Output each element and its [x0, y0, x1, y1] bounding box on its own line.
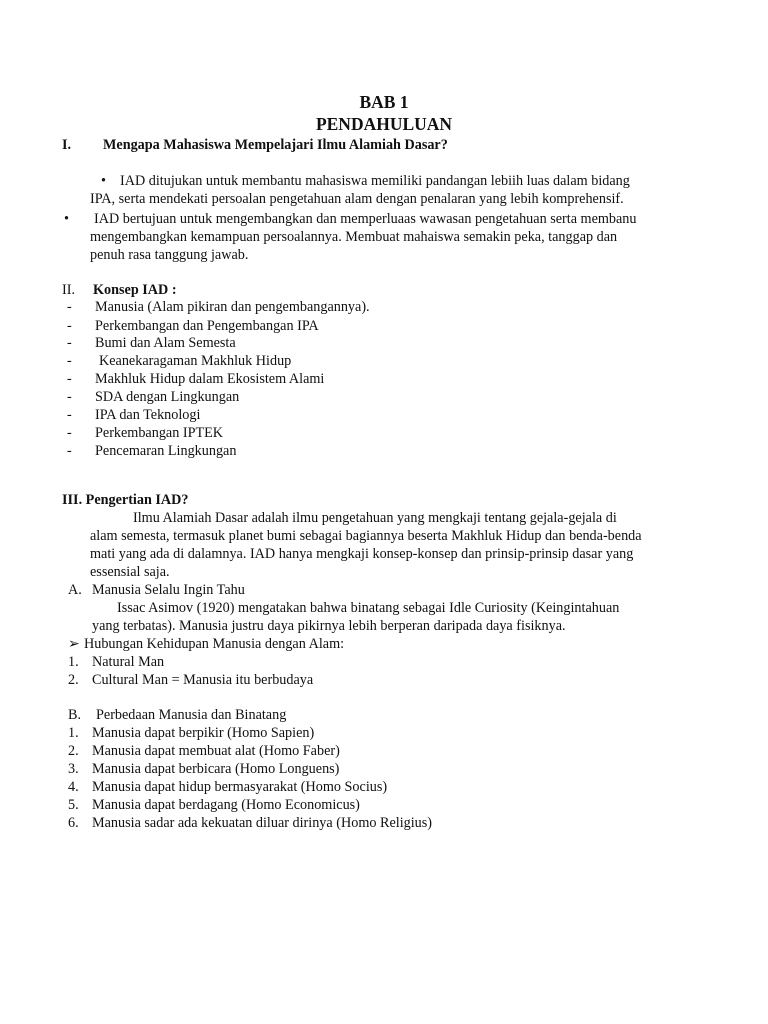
list-dash: -: [67, 335, 72, 351]
section-3-para-line-3: mati yang ada di dalamnya. IAD hanya mengkaji konsep-konsep dan prinsip-prinsip dasar yang: [90, 546, 634, 562]
numbered-item-number: 3.: [68, 761, 79, 777]
numbered-item-number: 5.: [68, 797, 79, 813]
numbered-item-text: Manusia dapat berdagang (Homo Economicus): [92, 797, 360, 813]
list-item: Perkembangan IPTEK: [95, 425, 224, 441]
bullet-2-marker: •: [64, 211, 69, 227]
numbered-item-text: Natural Man: [92, 654, 165, 670]
subsection-b-title: Perbedaan Manusia dan Binatang: [96, 707, 287, 723]
numbered-item-text: Manusia sadar ada kekuatan diluar dirinya (Homo Religius): [92, 815, 433, 831]
list-dash: -: [67, 407, 72, 423]
numbered-item-number: 1.: [68, 725, 79, 741]
list-dash: -: [67, 443, 72, 459]
list-item: Perkembangan dan Pengembangan IPA: [95, 318, 319, 334]
subsection-b-letter: B.: [68, 707, 82, 723]
bullet-2-line-3: penuh rasa tanggung jawab.: [90, 247, 249, 263]
numbered-item-number: 1.: [68, 654, 79, 670]
section-3-title: III. Pengertian IAD?: [62, 492, 189, 508]
numbered-item-text: Manusia dapat hidup bermasyarakat (Homo Socius): [92, 779, 388, 795]
list-item: SDA dengan Lingkungan: [95, 389, 240, 405]
numbered-item-number: 2.: [68, 743, 79, 759]
bullet-1-line-1: IAD ditujukan untuk membantu mahasiswa memiliki pandangan lebiih luas dalam bidang: [120, 173, 630, 189]
subsection-a-para-line-2: yang terbatas). Manusia justru daya pikirnya lebih berperan daripada daya fisiknya.: [92, 618, 566, 634]
chapter-number: BAB 1: [359, 92, 409, 112]
numbered-item-text: Cultural Man = Manusia itu berbudaya: [92, 672, 314, 688]
bullet-1-marker: •: [101, 173, 106, 189]
numbered-item-text: Manusia dapat membuat alat (Homo Faber): [92, 743, 340, 759]
list-item: Pencemaran Lingkungan: [95, 443, 237, 459]
bullet-2-line-1: IAD bertujuan untuk mengembangkan dan memperluaas wawasan pengetahuan serta membanu: [94, 211, 637, 227]
section-2-title: Konsep IAD :: [93, 282, 177, 298]
section-3-para-line-1: Ilmu Alamiah Dasar adalah ilmu pengetahuan yang mengkaji tentang gejala-gejala di: [133, 510, 617, 526]
numbered-item-text: Manusia dapat berpikir (Homo Sapien): [92, 725, 315, 741]
list-item: Keanekaragaman Makhluk Hidup: [99, 353, 292, 369]
list-dash: -: [67, 299, 72, 315]
bullet-2-line-2: mengembangkan kemampuan persoalannya. Membuat mahaiswa semakin peka, tanggap dan: [90, 229, 618, 245]
list-item: Makhluk Hidup dalam Ekosistem Alami: [95, 371, 325, 387]
list-item: Bumi dan Alam Semesta: [95, 335, 236, 351]
list-dash: -: [67, 425, 72, 441]
list-dash: -: [67, 389, 72, 405]
numbered-item-number: 6.: [68, 815, 79, 831]
list-item: Manusia (Alam pikiran dan pengembangannya).: [95, 299, 370, 315]
section-3-para-line-4: essensial saja.: [90, 564, 170, 580]
list-item: IPA dan Teknologi: [95, 407, 201, 423]
numbered-item-number: 2.: [68, 672, 79, 688]
numbered-item-number: 4.: [68, 779, 79, 795]
subsection-a-title: Manusia Selalu Ingin Tahu: [92, 582, 245, 598]
list-dash: -: [67, 353, 72, 369]
section-1-title: Mengapa Mahasiswa Mempelajari Ilmu Alamiah Dasar?: [103, 137, 448, 153]
section-2-number: II.: [62, 282, 75, 298]
subsection-a-para-line-1: Issac Asimov (1920) mengatakan bahwa binatang sebagai Idle Curiosity (Keingintahuan: [117, 600, 620, 616]
chapter-title: PENDAHULUAN: [315, 114, 453, 134]
list-dash: -: [67, 318, 72, 334]
bullet-1-line-2: IPA, serta mendekati persoalan pengetahuan alam dengan penalaran yang lebih komprehensif.: [90, 191, 624, 207]
numbered-item-text: Manusia dapat berbicara (Homo Longuens): [92, 761, 340, 777]
arrow-item-text: Hubungan Kehidupan Manusia dengan Alam:: [84, 636, 345, 652]
list-dash: -: [67, 371, 72, 387]
subsection-a-letter: A.: [68, 582, 82, 598]
section-3-para-line-2: alam semesta, termasuk planet bumi sebagai bagiannya beserta Makhluk Hidup dan benda-benda: [90, 528, 642, 544]
arrow-bullet-icon: ➢: [68, 636, 80, 652]
section-1-number: I.: [62, 137, 72, 153]
